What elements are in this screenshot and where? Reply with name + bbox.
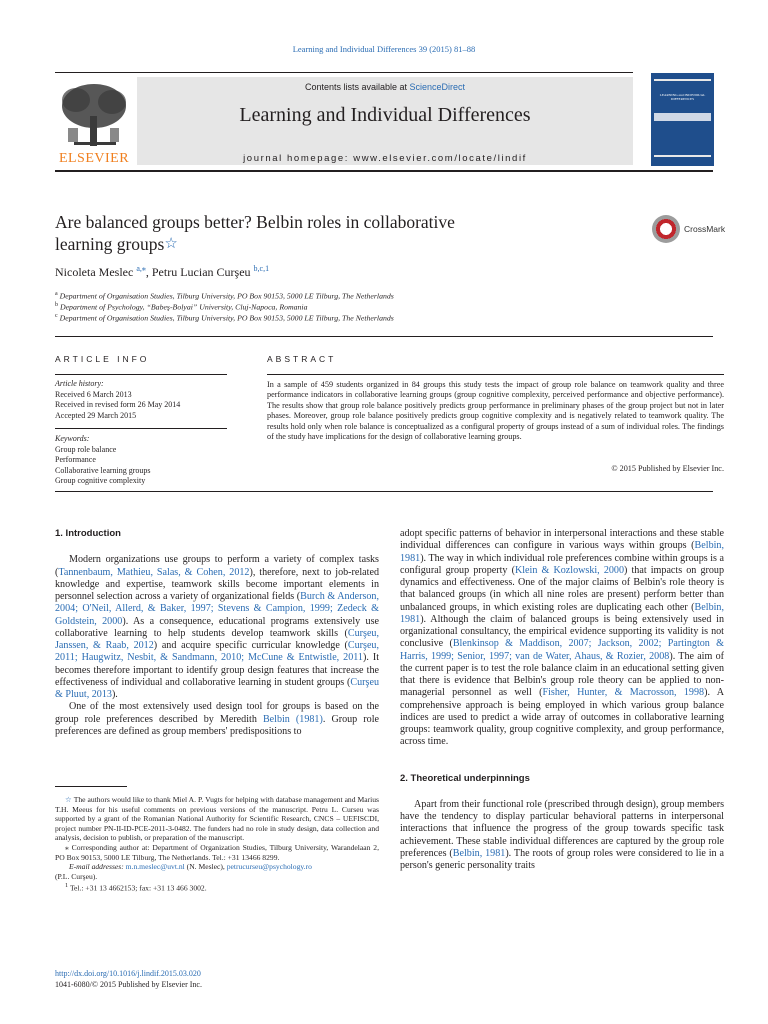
text: One of the most extensively used design tool for groups is based on the group role preferences described by Meredith bbox=[55, 701, 379, 725]
text: ). The roots of group roles were considered to lie in a person's generic personality traits bbox=[400, 847, 724, 871]
text: ) and acquire specific curricular knowledge ( bbox=[153, 640, 348, 651]
abstract-copyright: © 2015 Published by Elsevier Inc. bbox=[611, 464, 724, 473]
citation-link[interactable]: Belbin, 1981 bbox=[452, 847, 506, 859]
affiliation-label: a bbox=[55, 291, 58, 297]
text: Tel.: +31 13 4662153; fax: +31 13 466 3002. bbox=[69, 883, 207, 893]
title-line-2: learning groups bbox=[55, 234, 165, 254]
text: ) that impacts on group dynamics and effectiveness. One of the major claims of Belbin's role theory is that balanced groups (in which all nine roles are present) perform better than unbalanced groups, in which existing roles are duplicating each other ( bbox=[400, 564, 725, 613]
footnote-corresponding bbox=[55, 843, 379, 862]
footnote-mark: 1 bbox=[65, 882, 69, 890]
footnote-email-note: (P.L. Curşeu). bbox=[55, 871, 98, 881]
citation-link[interactable]: Blenkinsop & Maddison, 2007; Jackson, 2002; Partington & Harris, 1999; Senior, 1997; van de Water, Ahaus, & Rozier, 2008 bbox=[400, 638, 724, 662]
affiliation-rule bbox=[55, 336, 713, 337]
journal-homepage: journal homepage: www.elsevier.com/locate/lindif bbox=[243, 153, 527, 164]
text: The authors would like to thank Miel A. P. Vugts for helping with database management and Marius T.H. Meeus for his useful comments on previous versions of the manuscript. Petru L. Curseu was supported by a grant of the Romanian National Authority for Scientific Research, CNCS – UEFISCDI, project number PN-II-ID-PCE-2011-3-0482. The funders had no role in study design, data collection and analysis, decision to publish, or preparation of the manuscript. bbox=[55, 795, 379, 843]
citation-link[interactable]: Belbin (1981) bbox=[262, 713, 323, 725]
keywords-label: Keywords: bbox=[55, 434, 90, 443]
citation-link[interactable]: Curşeu, Janssen, & Raab, 2012 bbox=[55, 627, 379, 651]
footnote-tel bbox=[55, 881, 379, 893]
affiliation-text: Department of Organisation Studies, Tilburg University, PO Box 90153, 5000 LE Tilburg, The Netherlands bbox=[59, 291, 394, 301]
keyword: Group cognitive complexity bbox=[55, 476, 146, 485]
affiliation-label: c bbox=[55, 313, 58, 319]
sciencedirect-link[interactable]: ScienceDirect bbox=[409, 82, 466, 92]
contents-line bbox=[137, 82, 633, 92]
author-separator: , bbox=[145, 265, 152, 279]
affiliation-b bbox=[55, 302, 307, 312]
crossmark-label: CrossMark bbox=[684, 224, 726, 234]
citation-link[interactable]: Burch & Anderson, 2004; O'Neil, Allerd, & Baker, 1997; Stevens & Campion, 1999; Zedeck & Goldstein, 2000 bbox=[55, 591, 380, 627]
citation-link[interactable]: Curşeu & Pluut, 2013 bbox=[55, 676, 379, 700]
journal-cover-image bbox=[651, 73, 714, 166]
author-1-affiliation[interactable]: a,⁎ bbox=[136, 264, 146, 273]
text: Corresponding author at: Department of Organization Studies, Tilburg University, Warandelaan 2, PO Box 90153, 5000 LE Tilburg, The Netherlands. Tel.: +31 13466 8299. bbox=[55, 842, 379, 862]
footnote-star: ☆ bbox=[65, 795, 72, 804]
email-link[interactable]: petrucurseu@psychology.ro bbox=[226, 862, 312, 872]
page-footer bbox=[55, 968, 202, 990]
intro-paragraph-2-cont bbox=[400, 528, 724, 749]
affiliation-text: Department of Organisation Studies, Tilburg University, PO Box 90153, 5000 LE Tilburg, The Netherlands bbox=[59, 313, 394, 323]
elsevier-wordmark: ELSEVIER bbox=[58, 151, 130, 166]
keyword: Performance bbox=[55, 455, 96, 464]
header-rule bbox=[55, 72, 633, 73]
citation-link[interactable]: Curşeu, 2011; Haugwitz, Nesbit, & Sandmann, 2010; McCune & Entwistle, 2011 bbox=[55, 640, 379, 664]
text: Modern organizations use groups to perform a variety of complex tasks ( bbox=[55, 554, 379, 578]
affiliation-c bbox=[55, 313, 394, 323]
cover-strip bbox=[654, 113, 711, 121]
intro-paragraph-2 bbox=[55, 701, 379, 738]
email-label: E-mail addresses: bbox=[69, 862, 124, 872]
article-history bbox=[55, 379, 227, 421]
abstract-heading: ABSTRACT bbox=[267, 354, 337, 364]
keyword: Group role balance bbox=[55, 444, 117, 454]
text: ). The aim of the current paper is to test the role balance claim in an educational setting given that there is evidence that Belbin's group role theory can be applied to non-managerial personnel as well ( bbox=[400, 650, 724, 699]
cover-bar-bottom bbox=[654, 155, 711, 157]
issn-line: 1041-6080/© 2015 Published by Elsevier Inc. bbox=[55, 980, 202, 989]
footnote-acknowledgement bbox=[55, 795, 379, 843]
journal-name: Learning and Individual Differences bbox=[239, 104, 531, 126]
section-1-heading: 1. Introduction bbox=[55, 528, 121, 539]
citation-link[interactable]: Fisher, Hunter, & Macrosson, 1998 bbox=[542, 687, 705, 699]
crossmark-badge[interactable] bbox=[652, 214, 738, 246]
text: Apart from their functional role (prescribed through design), group members have the tendency to display particular behavioral patterns in interpersonal interactions that influence the progress of the group towards specific task achievement. These stable individual differences are captured by the group role preferences ( bbox=[400, 798, 725, 859]
right-column bbox=[400, 528, 724, 872]
contents-prefix: Contents lists available at bbox=[304, 82, 410, 92]
text: adopt specific patterns of behavior in interpersonal interactions and these stable individual differences can configure in various ways within groups ( bbox=[400, 528, 724, 552]
abstract-rule bbox=[267, 374, 724, 375]
citation-link[interactable]: Tannenbaum, Mathieu, Salas, & Cohen, 2012 bbox=[58, 566, 250, 578]
author-2: Petru Lucian Curşeu bbox=[151, 265, 251, 279]
footnote-rule bbox=[55, 786, 127, 787]
title-line-1: Are balanced groups better? Belbin roles in collaborative bbox=[55, 212, 455, 232]
keyword: Collaborative learning groups bbox=[55, 465, 151, 475]
article-info-rule bbox=[55, 374, 227, 375]
doi-link[interactable]: http://dx.doi.org/10.1016/j.lindif.2015.03.020 bbox=[55, 969, 201, 978]
text: ). bbox=[111, 689, 118, 700]
text: ). A comprehensive approach is being employed in which various group balance indices are used to predict a wide array of outcomes in collaborative learning groups: teamwork quality, group cognitive complexity, and group performance, across time. bbox=[400, 687, 725, 748]
text: ). Although the claim of balanced groups is being extensively used in organizational consultancy, the empirical evidence supporting its validity is not conclusive ( bbox=[400, 613, 724, 650]
text: . Group role preferences are defined as group members' predispositions to bbox=[55, 713, 379, 737]
history-accepted: Accepted 29 March 2015 bbox=[55, 410, 137, 420]
citation-link[interactable]: Belbin, 1981 bbox=[400, 601, 724, 625]
keywords-rule bbox=[55, 428, 227, 429]
author-list bbox=[55, 264, 269, 280]
affiliation-label: b bbox=[55, 302, 58, 308]
text: ). As a consequence, educational programs extensively use collaborative learning to help students develop teamwork skills ( bbox=[55, 615, 379, 639]
banner-bottom-rule bbox=[55, 170, 713, 172]
footnote-emails bbox=[55, 862, 379, 872]
journal-citation-link[interactable]: Learning and Individual Differences 39 (2015) 81–88 bbox=[292, 44, 476, 54]
abstract-bottom-rule bbox=[55, 491, 713, 492]
author-2-affiliation[interactable]: b,c,1 bbox=[253, 264, 270, 273]
text: ), therefore, next to job-related knowledge and expertise, teamwork skills become important elements in personnel selection across a variety of organizational fields ( bbox=[55, 566, 379, 602]
theory-paragraph-1 bbox=[400, 799, 724, 873]
author-1: Nicoleta Meslec bbox=[55, 265, 134, 279]
citation-link[interactable]: Belbin, 1981 bbox=[400, 540, 724, 564]
citation-link[interactable]: Klein & Kozlowski, 2000 bbox=[514, 564, 625, 576]
history-revised: Received in revised form 26 May 2014 bbox=[55, 400, 181, 409]
intro-paragraph-1 bbox=[55, 554, 379, 701]
crossmark-icon bbox=[652, 215, 680, 243]
article-title bbox=[55, 211, 615, 255]
history-label: Article history: bbox=[55, 379, 104, 388]
footnotes bbox=[55, 795, 379, 893]
affiliation-a bbox=[55, 291, 394, 301]
footnote-mark: ⁎ bbox=[65, 842, 69, 852]
text: ). The way in which individual role preferences combine within groups is a configural group property ( bbox=[400, 552, 724, 576]
left-column bbox=[55, 528, 379, 738]
section-2-heading: 2. Theoretical underpinnings bbox=[400, 772, 530, 784]
text: (N. Meslec), bbox=[184, 862, 227, 872]
article-info-heading: ARTICLE INFO bbox=[55, 354, 150, 364]
title-footnote-star[interactable]: ☆ bbox=[164, 236, 178, 252]
abstract-text: In a sample of 459 students organized in 84 groups this study tests the impact of group role balance on teamwork quality and three performance indicators in collaborative learning groups (group cognitive complexity, perceived performance and objective performance). The results show that group role balance positively predicts group performance in preliminary phases of the group project but not in later phases. Moreover, group role balance positively predicts group cognitive complexity and is negatively related to teamwork quality. The results hold only when role balance is conceptualized as a configural property of groups instead of a sum of individual roles. The findings of the study have implications for the design of collaborative learning groups. bbox=[267, 380, 724, 442]
affiliation-text: Department of Psychology, “Babeş-Bolyai” University, Cluj-Napoca, Romania bbox=[59, 302, 308, 312]
history-received: Received 6 March 2013 bbox=[55, 389, 132, 399]
cover-title: LEARNING and INDIVIDUAL DIFFERENCES bbox=[659, 93, 706, 101]
cover-bar-top bbox=[654, 79, 711, 81]
email-link[interactable]: m.n.meslec@uvt.nl bbox=[125, 862, 185, 872]
keywords-block bbox=[55, 434, 227, 487]
text: ). It becomes therefore important to identify group design features that increase the effectiveness of individual and collaborative learning in student groups ( bbox=[55, 652, 379, 688]
